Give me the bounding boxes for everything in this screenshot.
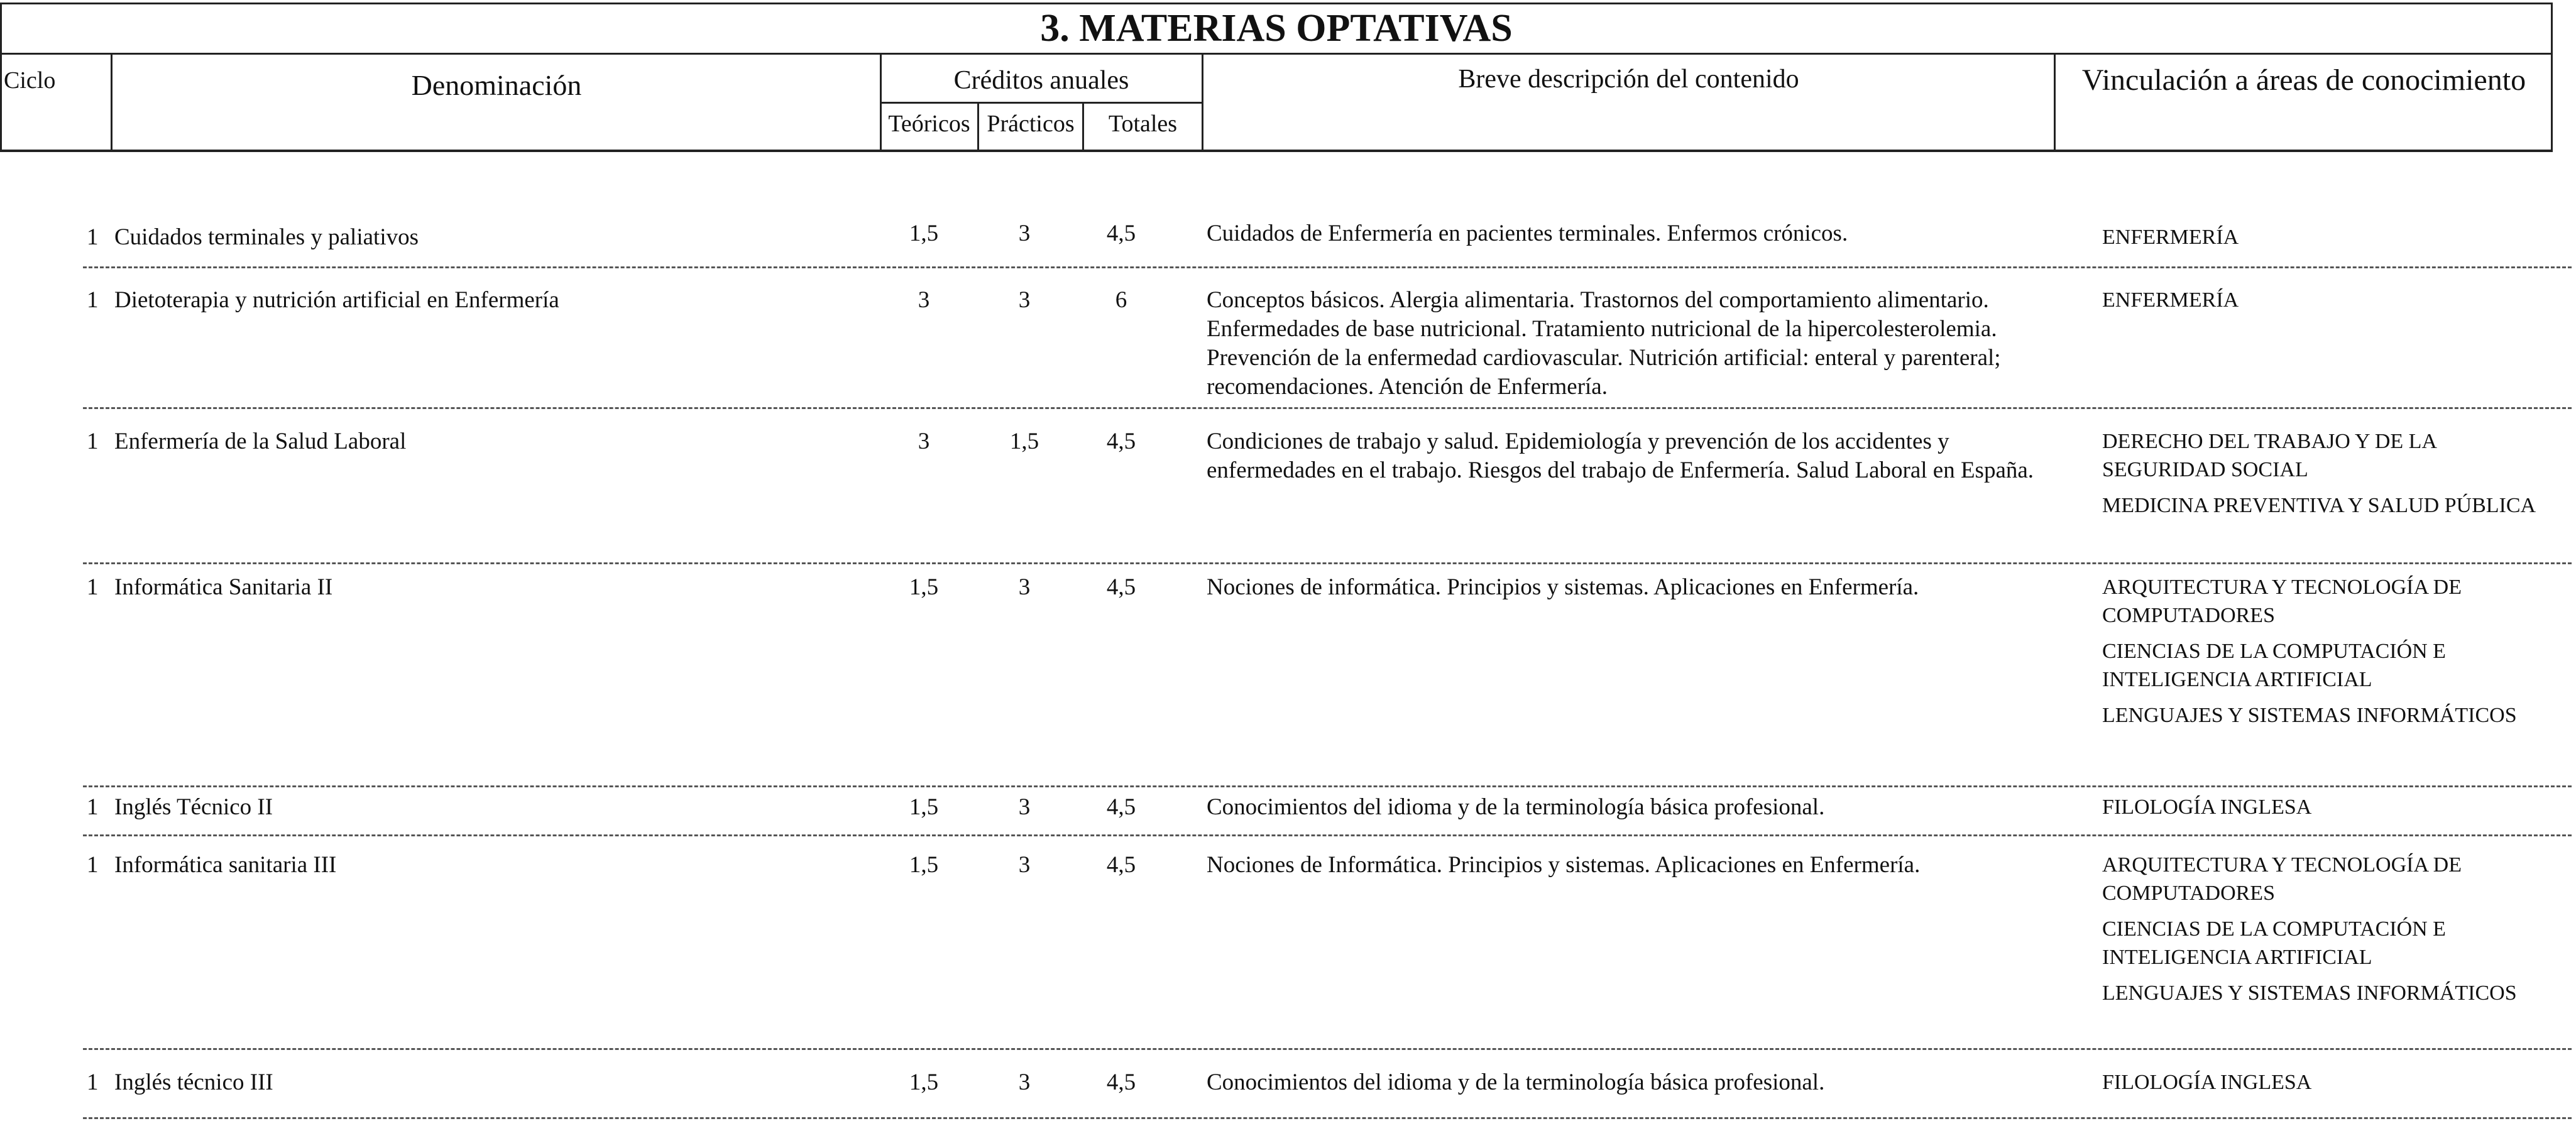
header-denominacion: Denominación bbox=[411, 69, 582, 101]
cell-descripcion: Cuidados de Enfermería en pacientes terminales. Enfermos crónicos. bbox=[1207, 221, 1848, 246]
cell-ciclo: 1 bbox=[87, 287, 99, 313]
cell-ciclo: 1 bbox=[87, 794, 99, 820]
area-item: FILOLOGÍA INGLESA bbox=[2102, 1071, 2312, 1094]
header-descripcion: Breve descripción del contenido bbox=[1458, 65, 1799, 94]
area-item: LENGUAJES Y SISTEMAS INFORMÁTICOS bbox=[2102, 704, 2517, 727]
cell-teoricos: 1,5 bbox=[909, 574, 939, 600]
area-item: CIENCIAS DE LA COMPUTACIÓN E INTELIGENCIA ARTIFICIAL bbox=[2102, 640, 2446, 691]
cell-denominacion: Informática Sanitaria II bbox=[114, 574, 333, 600]
cell-practicos: 3 bbox=[1018, 852, 1031, 878]
cell-descripcion: Conocimientos del idioma y de la terminología básica profesional. bbox=[1207, 794, 1825, 820]
header-vinculacion: Vinculación a áreas de conocimiento bbox=[2081, 63, 2526, 97]
row-divider bbox=[83, 834, 2572, 836]
cell-descripcion: Conceptos básicos. Alergia alimentaria. Trastornos del comportamiento alimentario. Enfermedades de base nutricional. Tratamiento nutricional de la hipercolesterolemia. Prevención de la enfermedad cardiovascular. Nutrición artificial: enteral y parenteral; recomendaciones. Atención de Enfermería. bbox=[1207, 287, 2001, 400]
cell-teoricos: 1,5 bbox=[909, 852, 939, 878]
header-teoricos: Teóricos bbox=[888, 111, 970, 137]
cell-denominacion: Dietoterapia y nutrición artificial en Enfermería bbox=[114, 287, 559, 313]
cell-areas bbox=[2102, 851, 2542, 1015]
header-ciclo: Ciclo bbox=[4, 67, 56, 94]
cell-practicos: 1,5 bbox=[1009, 429, 1039, 454]
row-divider bbox=[83, 407, 2572, 409]
cell-descripcion: Nociones de Informática. Principios y sistemas. Aplicaciones en Enfermería. bbox=[1207, 852, 1921, 878]
page-title: 3. MATERIAS OPTATIVAS bbox=[1040, 7, 1513, 50]
cell-descripcion: Nociones de informática. Principios y sistemas. Aplicaciones en Enfermería. bbox=[1207, 574, 1919, 600]
cell-denominacion: Inglés técnico III bbox=[114, 1069, 273, 1095]
area-item: ENFERMERÍA bbox=[2102, 288, 2239, 312]
title-divider bbox=[0, 53, 2553, 55]
cell-practicos: 3 bbox=[1018, 574, 1031, 600]
cell-teoricos: 1,5 bbox=[909, 1069, 939, 1095]
credit-subdivider bbox=[880, 102, 1203, 104]
cell-totales: 4,5 bbox=[1106, 794, 1136, 820]
cell-denominacion: Cuidados terminales y paliativos bbox=[114, 224, 419, 250]
cell-practicos: 3 bbox=[1018, 794, 1031, 820]
cell-teoricos: 3 bbox=[918, 429, 930, 454]
cell-teoricos: 1,5 bbox=[909, 794, 939, 820]
header-creditos: Créditos anuales bbox=[953, 66, 1129, 95]
cell-ciclo: 1 bbox=[87, 574, 99, 600]
area-item: FILOLOGÍA INGLESA bbox=[2102, 795, 2312, 819]
cell-practicos: 3 bbox=[1018, 221, 1031, 246]
area-item: LENGUAJES Y SISTEMAS INFORMÁTICOS bbox=[2102, 981, 2517, 1005]
cell-denominacion: Informática sanitaria III bbox=[114, 852, 337, 878]
cell-totales: 4,5 bbox=[1106, 221, 1136, 246]
row-divider bbox=[83, 266, 2572, 268]
col-divider bbox=[111, 53, 112, 151]
row-divider bbox=[83, 785, 2572, 787]
cell-totales: 4,5 bbox=[1106, 429, 1136, 454]
cell-areas bbox=[2102, 573, 2542, 737]
header-totales: Totales bbox=[1108, 111, 1178, 137]
cell-areas bbox=[2102, 427, 2542, 527]
cell-teoricos: 3 bbox=[918, 287, 930, 313]
area-item: ARQUITECTURA Y TECNOLOGÍA DE COMPUTADORES bbox=[2102, 576, 2462, 627]
header-bottom-border bbox=[0, 150, 2553, 152]
cell-practicos: 3 bbox=[1018, 287, 1031, 313]
area-item: DERECHO DEL TRABAJO Y DE LA SEGURIDAD SOCIAL bbox=[2102, 430, 2436, 481]
cell-areas bbox=[2102, 1068, 2542, 1104]
cell-practicos: 3 bbox=[1018, 1069, 1031, 1095]
cell-denominacion: Inglés Técnico II bbox=[114, 794, 273, 820]
header-practicos: Prácticos bbox=[987, 111, 1075, 137]
cell-teoricos: 1,5 bbox=[909, 221, 939, 246]
cell-totales: 6 bbox=[1115, 287, 1127, 313]
cell-descripcion: Conocimientos del idioma y de la terminología básica profesional. bbox=[1207, 1069, 1825, 1095]
cell-areas bbox=[2102, 793, 2542, 829]
cell-denominacion: Enfermería de la Salud Laboral bbox=[114, 429, 407, 454]
area-item: ARQUITECTURA Y TECNOLOGÍA DE COMPUTADORES bbox=[2102, 853, 2462, 905]
area-item: MEDICINA PREVENTIVA Y SALUD PÚBLICA bbox=[2102, 494, 2536, 517]
cell-totales: 4,5 bbox=[1106, 852, 1136, 878]
cell-ciclo: 1 bbox=[87, 852, 99, 878]
row-divider bbox=[83, 1048, 2572, 1050]
row-divider bbox=[83, 1117, 2572, 1119]
cell-areas bbox=[2102, 286, 2542, 322]
cell-ciclo: 1 bbox=[87, 429, 99, 454]
area-item: ENFERMERÍA bbox=[2102, 226, 2239, 249]
cell-descripcion: Condiciones de trabajo y salud. Epidemiología y prevención de los accidentes y enfermedades en el trabajo. Riesgos del trabajo de Enfermería. Salud Laboral en España. bbox=[1207, 429, 2034, 483]
cell-totales: 4,5 bbox=[1106, 1069, 1136, 1095]
cell-totales: 4,5 bbox=[1106, 574, 1136, 600]
cell-ciclo: 1 bbox=[87, 224, 99, 250]
cell-ciclo: 1 bbox=[87, 1069, 99, 1095]
area-item: CIENCIAS DE LA COMPUTACIÓN E INTELIGENCIA ARTIFICIAL bbox=[2102, 917, 2446, 969]
row-divider bbox=[83, 562, 2572, 564]
cell-areas bbox=[2102, 223, 2542, 259]
